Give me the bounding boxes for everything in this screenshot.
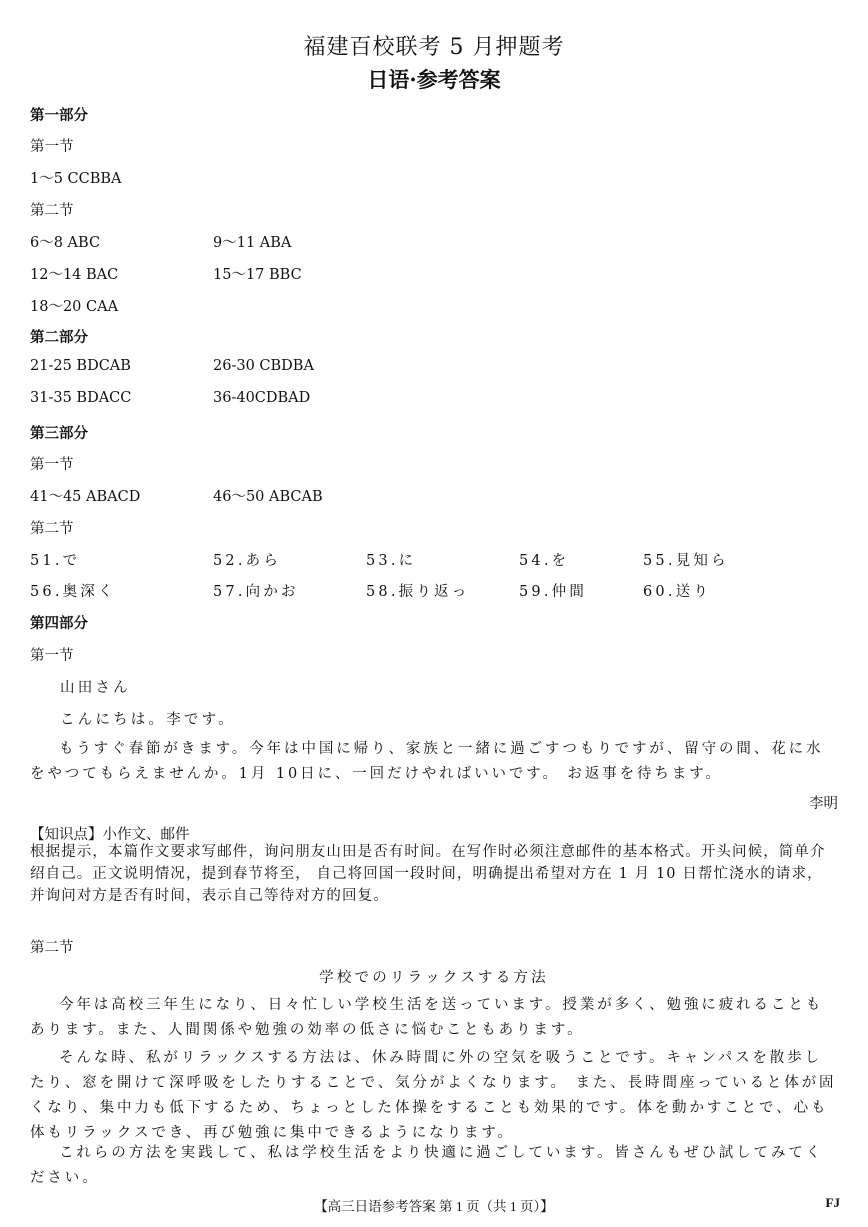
- letter-greeting: 山田さん: [60, 680, 131, 696]
- part1-heading: 第一部分: [30, 107, 88, 124]
- answer-36-40: 36-40CDBAD: [213, 390, 311, 406]
- document-subtitle: 日语·参考答案: [367, 67, 501, 92]
- essay-paragraph-1: 今年は高校三年生になり、日々忙しい学校生活を送っています。授業が多く、勉強に疲れることもあります。また、人間関係や勉強の効率の低さに悩むこともあります。: [30, 997, 824, 1038]
- part3-section2-label: 第二节: [30, 521, 74, 537]
- document-title: 福建百校联考 5 月押题考: [303, 35, 565, 60]
- answer-46-50: 46～50 ABCAB: [213, 489, 323, 505]
- page-footer: 【高三日语参考答案 第 1 页（共 1 页）】: [314, 1199, 554, 1214]
- essay-paragraph-3: これらの方法を実践して、私は学校生活をより快適に過ごしています。皆さんもぜひ試してみてください。: [30, 1145, 824, 1186]
- part4-section2-label: 第二节: [30, 940, 74, 956]
- answer-60: 60.送り: [643, 584, 712, 600]
- answer-21-25: 21-25 BDCAB: [30, 358, 131, 374]
- answer-57: 57.向かお: [213, 584, 299, 600]
- answer-56: 56.奥深く: [30, 584, 116, 600]
- part1-section2-label: 第二节: [30, 203, 74, 219]
- essay-title: 学校でのリラックスする方法: [319, 970, 549, 986]
- writing-explanation: 根据提示，本篇作文要求写邮件，询问朋友山田是否有时间。在写作时必须注意邮件的基本格式。开头问候，简单介绍自己。正文说明情况，提到春节将至， 自己将回国一段时间，明确提出希望对方在 1 月 10 日帮忙浇水的请求，并询问对方是否有时间，表示自己等待对方的回复。: [30, 844, 826, 904]
- answer-41-45: 41～45 ABACD: [30, 489, 141, 505]
- part4-section1-label: 第一节: [30, 648, 74, 664]
- part2-heading: 第二部分: [30, 329, 88, 346]
- answer-15-17: 15～17 BBC: [213, 267, 302, 283]
- answer-52: 52.あら: [213, 553, 282, 569]
- answer-54: 54.を: [519, 553, 570, 569]
- part3-heading: 第三部分: [30, 425, 88, 442]
- answer-58: 58.振り返っ: [366, 584, 470, 600]
- answer-12-14: 12～14 BAC: [30, 267, 119, 283]
- answer-9-11: 9～11 ABA: [213, 235, 292, 251]
- part1-section1-label: 第一节: [30, 139, 74, 155]
- answer-51: 51.で: [30, 553, 81, 569]
- answer-18-20: 18～20 CAA: [30, 299, 119, 315]
- knowledge-point-label: 【知识点】小作文、邮件: [30, 827, 190, 843]
- answer-31-35: 31-35 BDACC: [30, 390, 132, 406]
- part3-section1-label: 第一节: [30, 457, 74, 473]
- essay-paragraph-2: そんな時、私がリラックスする方法は、休み時間に外の空気を吸うことです。キャンパスを散歩したり、窓を開けて深呼吸をしたりすることで、気分がよくなります。 また、長時間座っていると体が固くなり、集中力も低下するため、ちょっとした体操をすることも効果的です。体を動かすことで、心も体もリラックスでき、再び勉強に集中できるようになります。: [30, 1050, 837, 1141]
- letter-body: もうすぐ春節がきます。今年は中国に帰り、家族と一緒に過ごすつもりですが、留守の間、花に水をやつてもらえませんか。1月 10日に、一回だけやればいいです。 お返事を待ちます。: [30, 741, 824, 782]
- letter-signature: 李明: [809, 796, 838, 812]
- part4-heading: 第四部分: [30, 615, 88, 632]
- answer-6-8: 6～8 ABC: [30, 235, 101, 251]
- letter-intro: こんにちは。李です。: [60, 712, 236, 728]
- answer-1-5: 1～5 CCBBA: [30, 171, 122, 187]
- answer-53: 53.に: [366, 553, 417, 569]
- answer-59: 59.仲間: [519, 584, 588, 600]
- region-code: FJ: [825, 1195, 840, 1210]
- answer-26-30: 26-30 CBDBA: [213, 358, 314, 374]
- answer-55: 55.見知ら: [643, 553, 729, 569]
